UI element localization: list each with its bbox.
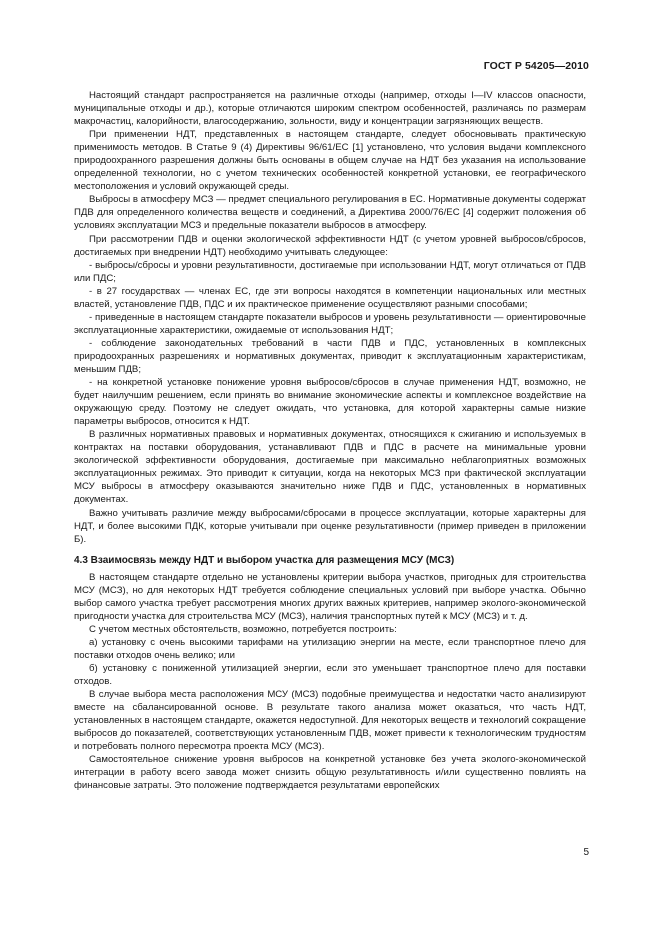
paragraph: При рассмотрении ПДВ и оценки экологической эффективности НДТ (с учетом уровней выбросов/сбросов, достигаемых при внедрении НДТ) необходимо учитывать следующее: bbox=[74, 233, 586, 258]
list-item: - приведенные в настоящем стандарте показатели выбросов и уровень результативности — ориентировочные эксплуатационные характеристики, ожидаемые от использования НДТ; bbox=[74, 311, 586, 336]
document-body bbox=[74, 89, 586, 792]
list-item: б) установку с пониженной утилизацией энергии, если это уменьшает транспортное плечо для поставки отходов. bbox=[74, 662, 586, 688]
standard-code-header: ГОСТ Р 54205—2010 bbox=[483, 60, 589, 72]
paragraph: Самостоятельное снижение уровня выбросов на конкретной установке без учета эколого-экономической интеграции в работу всего завода может снизить общую результативность и/или существенно повлиять на финансовые затраты. Это положение подтверждается результатами европейских bbox=[74, 754, 586, 792]
paragraph: В различных нормативных правовых и нормативных документах, относящихся к сжиганию и используемых в контрактах на поставки оборудования, устанавливают ПДВ и ПДС в расчете на минимальные уровни экологической эффективности оборудования, достигаемые при максимально неблагоприятных возможных эксплуатационных режимах. Это приводит к ситуации, когда на некоторых МСЗ при фактической эксплуатации МСУ выбросы в атмосферу оказываются значительно ниже ПДВ и ПДС, установленных в нормативных документах. bbox=[74, 429, 586, 506]
paragraph: Выбросы в атмосферу МСЗ — предмет специального регулирования в ЕС. Нормативные документы содержат ПДВ для определенного количества веществ и соединений, а Директива 2000/76/ЕС [4] содержит положения об условиях эксплуатации МСЗ и предельные показатели выбросов в атмосферу. bbox=[74, 194, 586, 232]
list-item: - выбросы/сбросы и уровни результативности, достигаемые при использовании НДТ, могут отличаться от ПДВ или ПДС; bbox=[74, 259, 586, 284]
paragraph: Настоящий стандарт распространяется на различные отходы (например, отходы I—IV классов опасности, муниципальные отходы и др.), которые отличаются широким спектром особенностей, различаясь по размерам макрочастиц, калорийности, влагосодержанию, зольности, виду и концентрации загрязняющих веществ. bbox=[74, 90, 586, 128]
list-item: - в 27 государствах — членах ЕС, где эти вопросы находятся в компетенции национальных или местных властей, установление ПДВ, ПДС и их практическое применение осуществляют разными способами; bbox=[74, 285, 586, 310]
paragraph: Важно учитывать различие между выбросами/сбросами в процессе эксплуатации, которые характерны для НДТ, и более высокими ПДК, которые учитывали при оценке результативности (пример приведен в приложении Б). bbox=[74, 507, 586, 545]
list-item: а) установку с очень высокими тарифами на утилизацию энергии на месте, если транспортное плечо для поставки отходов очень велико; или bbox=[74, 636, 586, 661]
paragraph: В настоящем стандарте отдельно не установлены критерии выбора участков, пригодных для строительства МСУ (МСЗ), но для некоторых НДТ требуется соблюдение специальных условий при выборе участка. Обычно выбор самого участка требует рассмотрения многих других важных критериев, например эколого-экономической пригодности участка для строительства МСУ (МСЗ), наличия транспортных путей к МСУ (МСЗ) и т. д. bbox=[74, 571, 586, 622]
section-heading: 4.3 Взаимосвязь между НДТ и выбором участка для размещения МСУ (МСЗ) bbox=[74, 554, 455, 566]
paragraph: При применении НДТ, представленных в настоящем стандарте, следует обосновывать практическую применимость методов. В Статье 9 (4) Директивы 96/61/ЕС [1] установлено, что условия выдачи комплексного природоохранного разрешения должны быть основаны в общем случае на НДТ без указания на использование определенной технологии, но с учетом технических особенностей конкретной установки, ее географического местоположения и условий окружающей среды. bbox=[74, 129, 586, 193]
list-item: - соблюдение законодательных требований в части ПДВ и ПДС, установленных в комплексных природоохранных разрешениях и нормативных документах, приводит к эксплуатационным характеристикам, меньшим ПДВ; bbox=[74, 337, 586, 375]
paragraph: В случае выбора места расположения МСУ (МСЗ) подобные преимущества и недостатки часто анализируют вместе на сбалансированной основе. В результате такого анализа может оказаться, что часть НДТ, установленных в настоящем стандарте, окажется недоступной. Для некоторых веществ и технологий сокращение выбросов до показателей, соответствующих установленным ПДВ, может привести к технологическим трудностям и потребовать полного пересмотра проекта МСУ (МСЗ). bbox=[74, 689, 586, 753]
list-item: - на конкретной установке понижение уровня выбросов/сбросов в случае применения НДТ, возможно, не будет наилучшим решением, если принять во внимание экономические аспекты и комплексное воздействие на окружающую среду. Поэтому не следует ожидать, что установка, для которой характерны самые низкие параметры выбросов, относится к НДТ. bbox=[74, 377, 586, 428]
page-number: 5 bbox=[583, 847, 589, 858]
paragraph: С учетом местных обстоятельств, возможно, потребуется построить: bbox=[89, 623, 397, 635]
